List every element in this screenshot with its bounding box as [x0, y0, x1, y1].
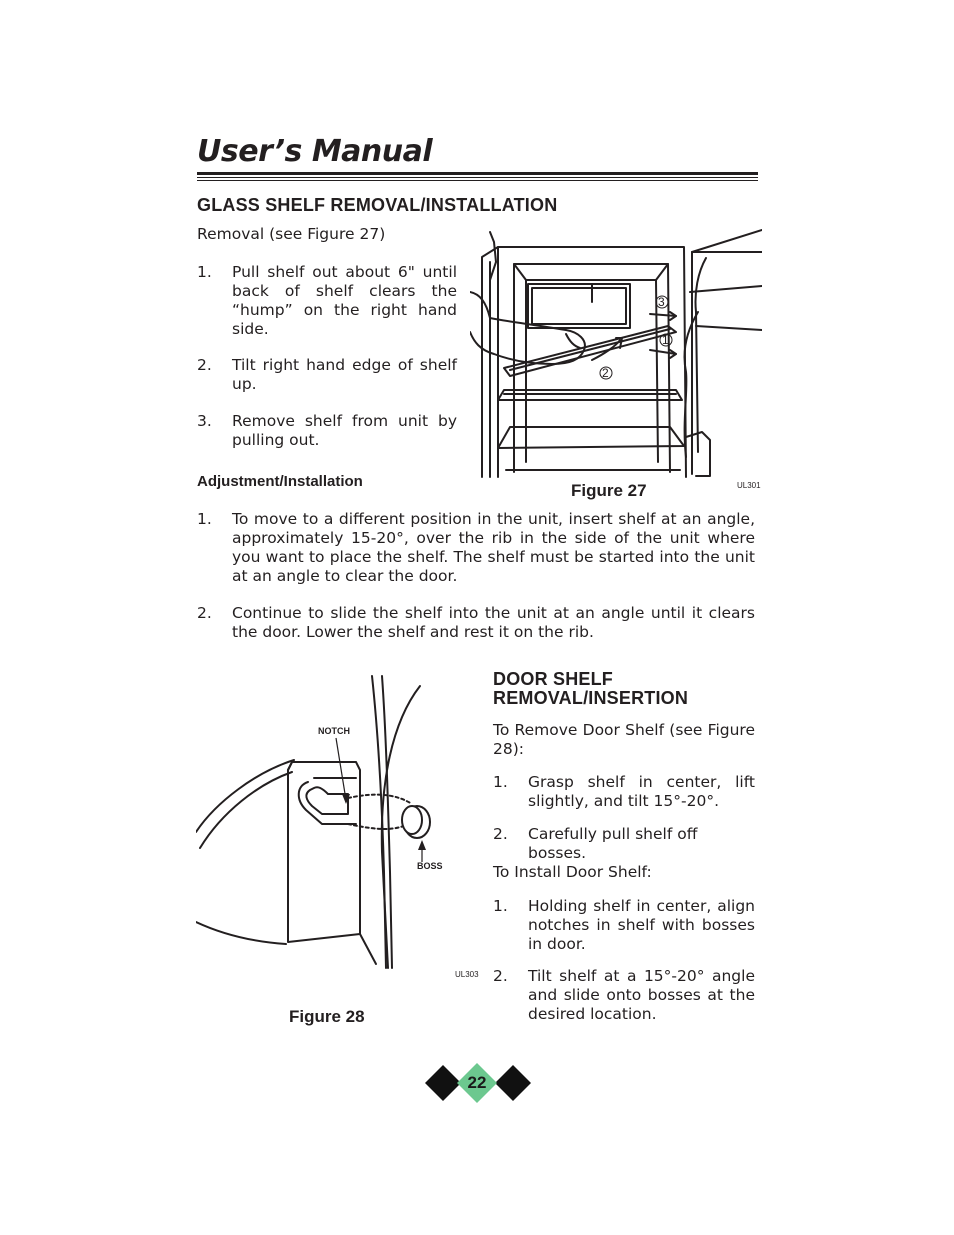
- list-number: 2.: [197, 356, 212, 374]
- list-number: 2.: [197, 604, 212, 622]
- figure-28-illustration: [196, 672, 486, 972]
- notch-label: NOTCH: [318, 726, 350, 736]
- list-number: 1.: [493, 897, 508, 915]
- removal-intro: Removal (see Figure 27): [197, 225, 386, 243]
- list-number: 2.: [493, 967, 508, 985]
- section-heading-door-shelf: DOOR SHELF: [493, 669, 614, 689]
- list-text: Tilt right hand edge of shelf up.: [232, 356, 457, 393]
- list-number: 3.: [197, 412, 212, 430]
- list-item: [493, 897, 755, 957]
- list-item: [197, 263, 457, 343]
- list-number: 1.: [197, 510, 212, 528]
- title-rule-thin: [197, 177, 758, 178]
- list-number: 1.: [197, 263, 212, 281]
- figure-27-code: UL301: [737, 481, 761, 490]
- list-text: Continue to slide the shelf into the unit at an angle until it clears the door. Lower the shelf and rest it on the rib.: [232, 604, 755, 641]
- figure-27-caption: Figure 27: [571, 481, 647, 500]
- page-title: User’s Manual: [197, 134, 433, 169]
- list-text: Carefully pull shelf off bosses.: [528, 825, 698, 862]
- marker-2: 2: [602, 366, 609, 380]
- boss-label: BOSS: [417, 861, 443, 871]
- list-text: Tilt shelf at a 15°-20° angle and slide onto bosses at the desired location.: [528, 967, 755, 1023]
- section-heading-door-shelf-2: REMOVAL/INSERTION: [493, 688, 689, 708]
- list-item: [197, 510, 756, 590]
- figure-28-code: UL303: [455, 970, 479, 979]
- title-rule: [197, 172, 758, 175]
- list-item: [197, 412, 457, 452]
- page-number: 22: [467, 1073, 487, 1092]
- section-heading-glass-shelf: GLASS SHELF REMOVAL/INSTALLATION: [197, 195, 558, 215]
- marker-1: 1: [662, 333, 669, 347]
- list-text: To move to a different position in the unit, insert shelf at an angle, approximately 15-20°, over the rib in the side of the unit where you want to place the shelf. The shelf must be started into the unit at an angle to clear the door.: [232, 510, 755, 585]
- list-text: Pull shelf out about 6" until back of shelf clears the “hump” on the right hand side.: [232, 263, 457, 338]
- list-item: [197, 604, 756, 644]
- list-text: Grasp shelf in center, lift slightly, and tilt 15°-20°.: [528, 773, 755, 810]
- remove-intro: To Remove Door Shelf (see Figure 28):: [493, 721, 755, 758]
- figure-27-illustration: [470, 222, 762, 484]
- list-item: [493, 773, 755, 813]
- list-item: [197, 356, 457, 396]
- adjustment-heading: Adjustment/Installation: [197, 473, 363, 490]
- marker-3: 3: [658, 295, 665, 309]
- list-text: Holding shelf in center, align notches in shelf with bosses in door.: [528, 897, 755, 953]
- title-rule-thin-2: [197, 180, 758, 181]
- list-item: [493, 967, 755, 1027]
- list-number: 2.: [493, 825, 508, 843]
- list-number: 1.: [493, 773, 508, 791]
- list-text: Remove shelf from unit by pulling out.: [232, 412, 457, 449]
- install-intro: To Install Door Shelf:: [493, 863, 652, 881]
- figure-28-caption: Figure 28: [289, 1007, 365, 1026]
- list-item: [493, 825, 755, 862]
